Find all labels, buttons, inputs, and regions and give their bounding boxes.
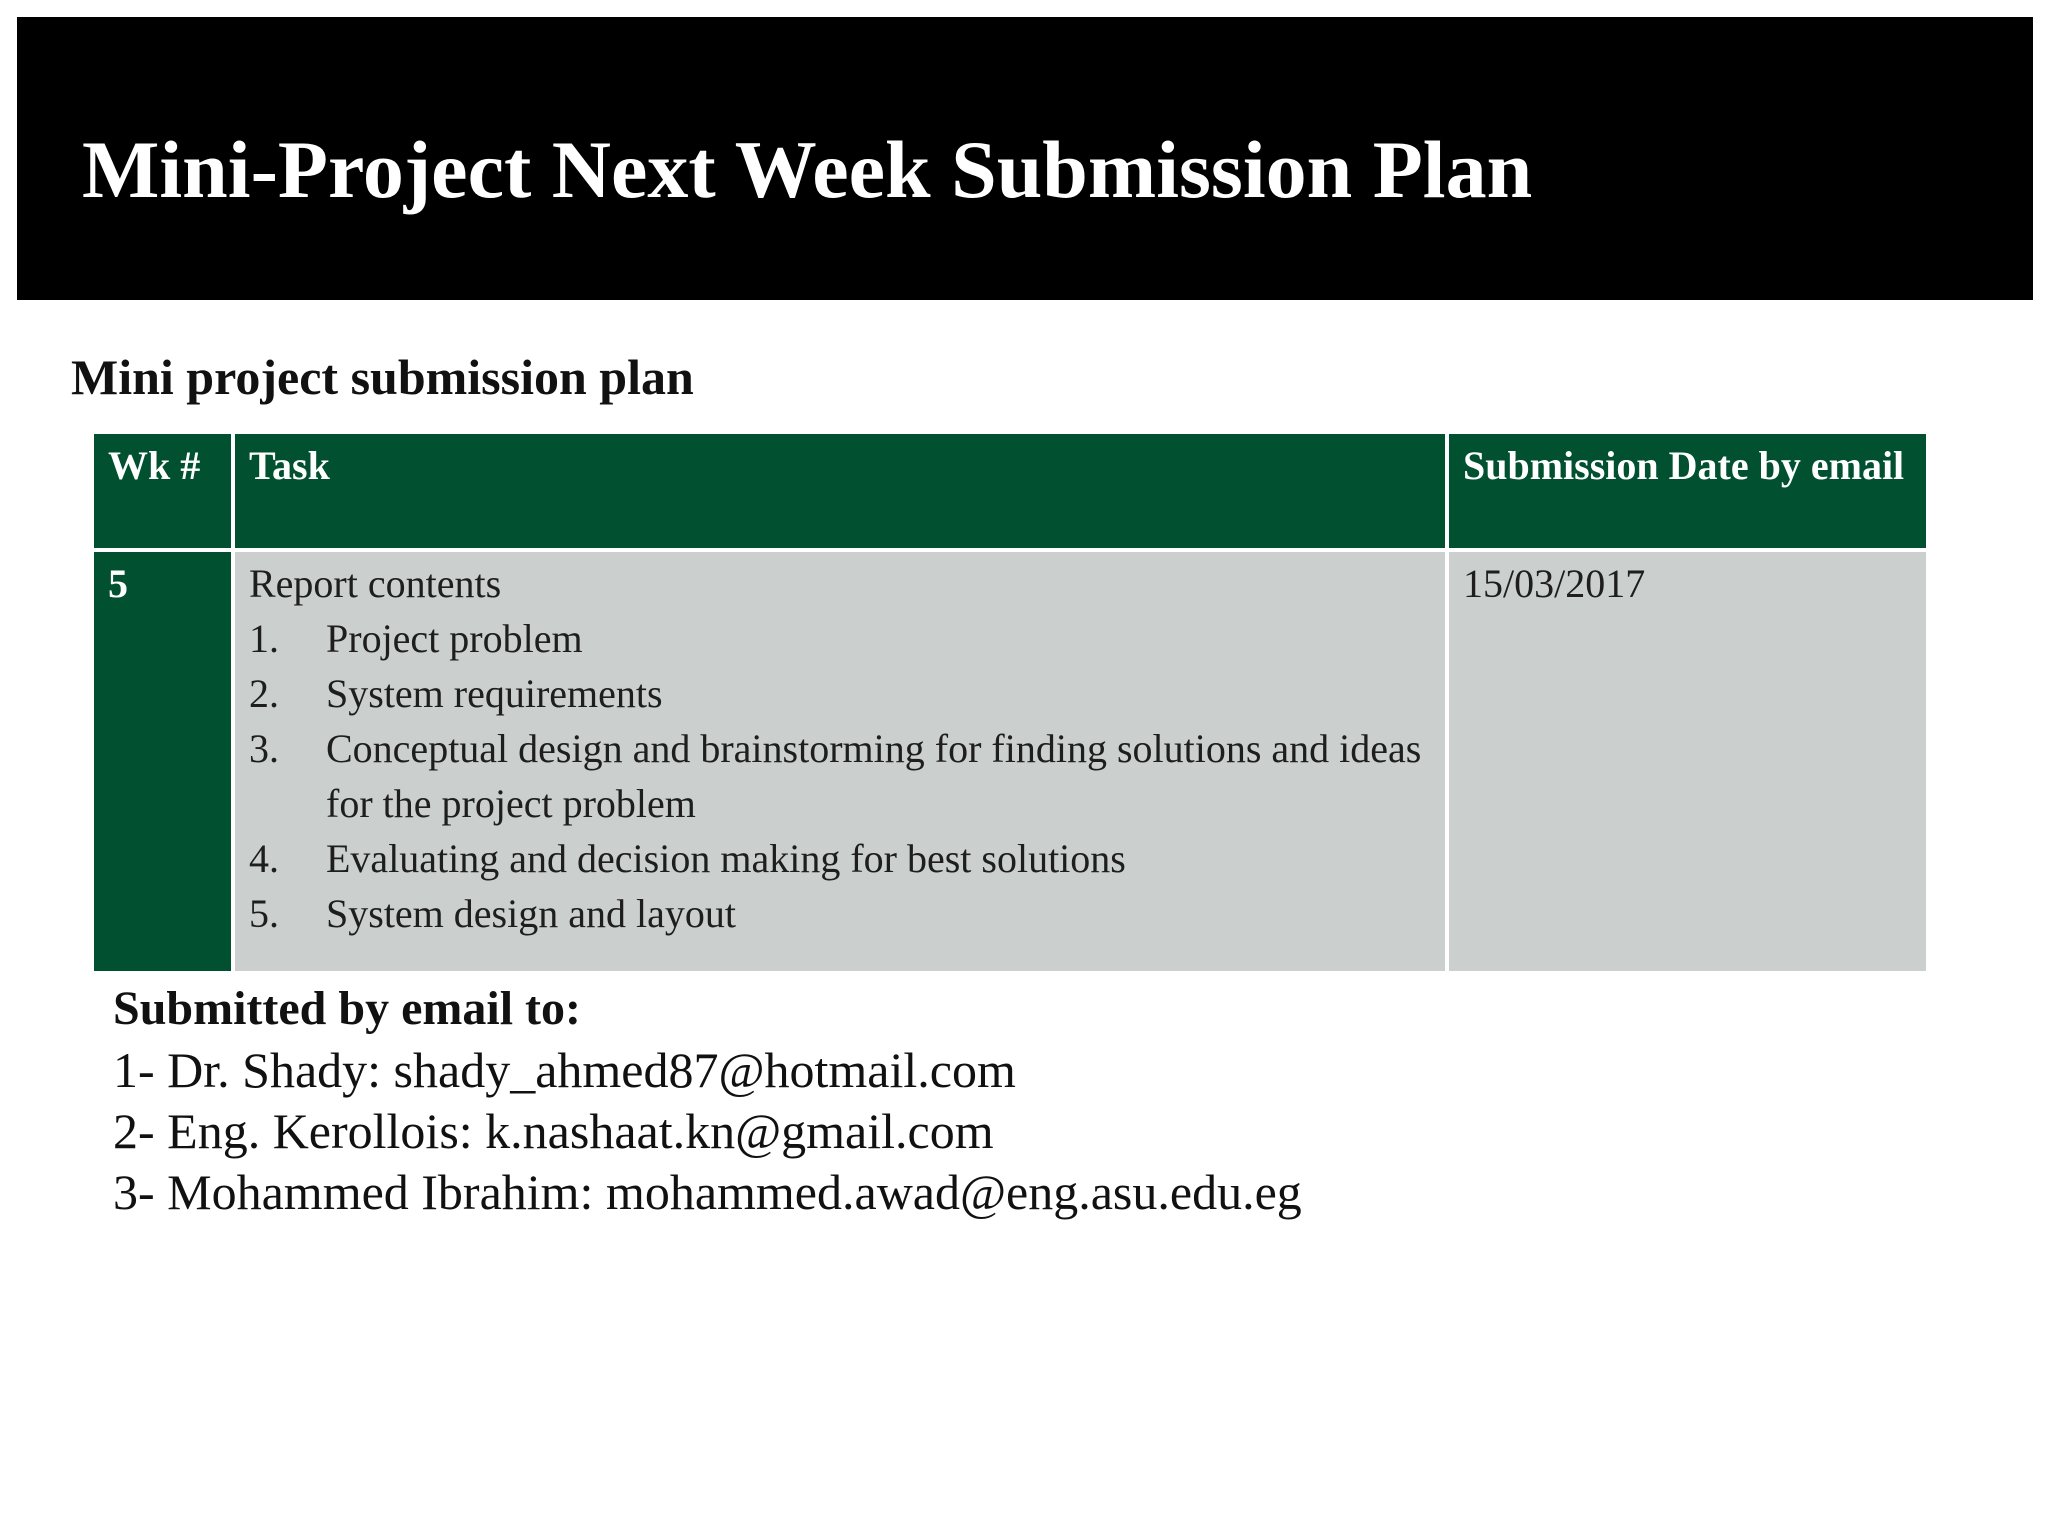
list-item-number: 2. xyxy=(249,671,279,716)
list-item-number: 5. xyxy=(249,891,279,936)
title-bar xyxy=(17,17,2033,300)
submission-contacts xyxy=(113,978,1302,1223)
task-list xyxy=(249,611,1433,941)
contact-line: 2- Eng. Kerollois: k.nashaat.kn@gmail.com xyxy=(113,1103,994,1159)
table-header-row xyxy=(92,432,1928,550)
list-item-text: System design and layout xyxy=(326,891,736,936)
list-item xyxy=(249,886,1433,941)
contact-line: 3- Mohammed Ibrahim: mohammed.awad@eng.asu.edu.eg xyxy=(113,1164,1302,1220)
header-submission-date: Submission Date by email xyxy=(1447,432,1928,550)
list-item-number: 4. xyxy=(249,836,279,881)
list-item-number: 3. xyxy=(249,726,279,771)
contact-line: 1- Dr. Shady: shady_ahmed87@hotmail.com xyxy=(113,1042,1016,1098)
section-heading: Mini project submission plan xyxy=(71,349,694,405)
list-item xyxy=(249,611,1433,666)
submission-date-cell: 15/03/2017 xyxy=(1447,550,1928,973)
table-row xyxy=(92,550,1928,973)
header-week: Wk # xyxy=(92,432,233,550)
list-item-text: Project problem xyxy=(326,616,583,661)
list-item-text: System requirements xyxy=(326,671,663,716)
task-cell xyxy=(233,550,1447,973)
submission-heading: Submitted by email to: xyxy=(113,982,581,1035)
list-item xyxy=(249,721,1433,831)
list-item-text: Evaluating and decision making for best solutions xyxy=(326,836,1126,881)
list-item-number: 1. xyxy=(249,616,279,661)
submission-plan-table xyxy=(90,430,1930,975)
week-number-cell: 5 xyxy=(92,550,233,973)
task-heading: Report contents xyxy=(249,561,502,606)
list-item xyxy=(249,831,1433,886)
list-item xyxy=(249,666,1433,721)
header-task: Task xyxy=(233,432,1447,550)
slide-title: Mini-Project Next Week Submission Plan xyxy=(82,124,1533,215)
list-item-text: Conceptual design and brainstorming for finding solutions and ideas for the project problem xyxy=(326,726,1422,826)
